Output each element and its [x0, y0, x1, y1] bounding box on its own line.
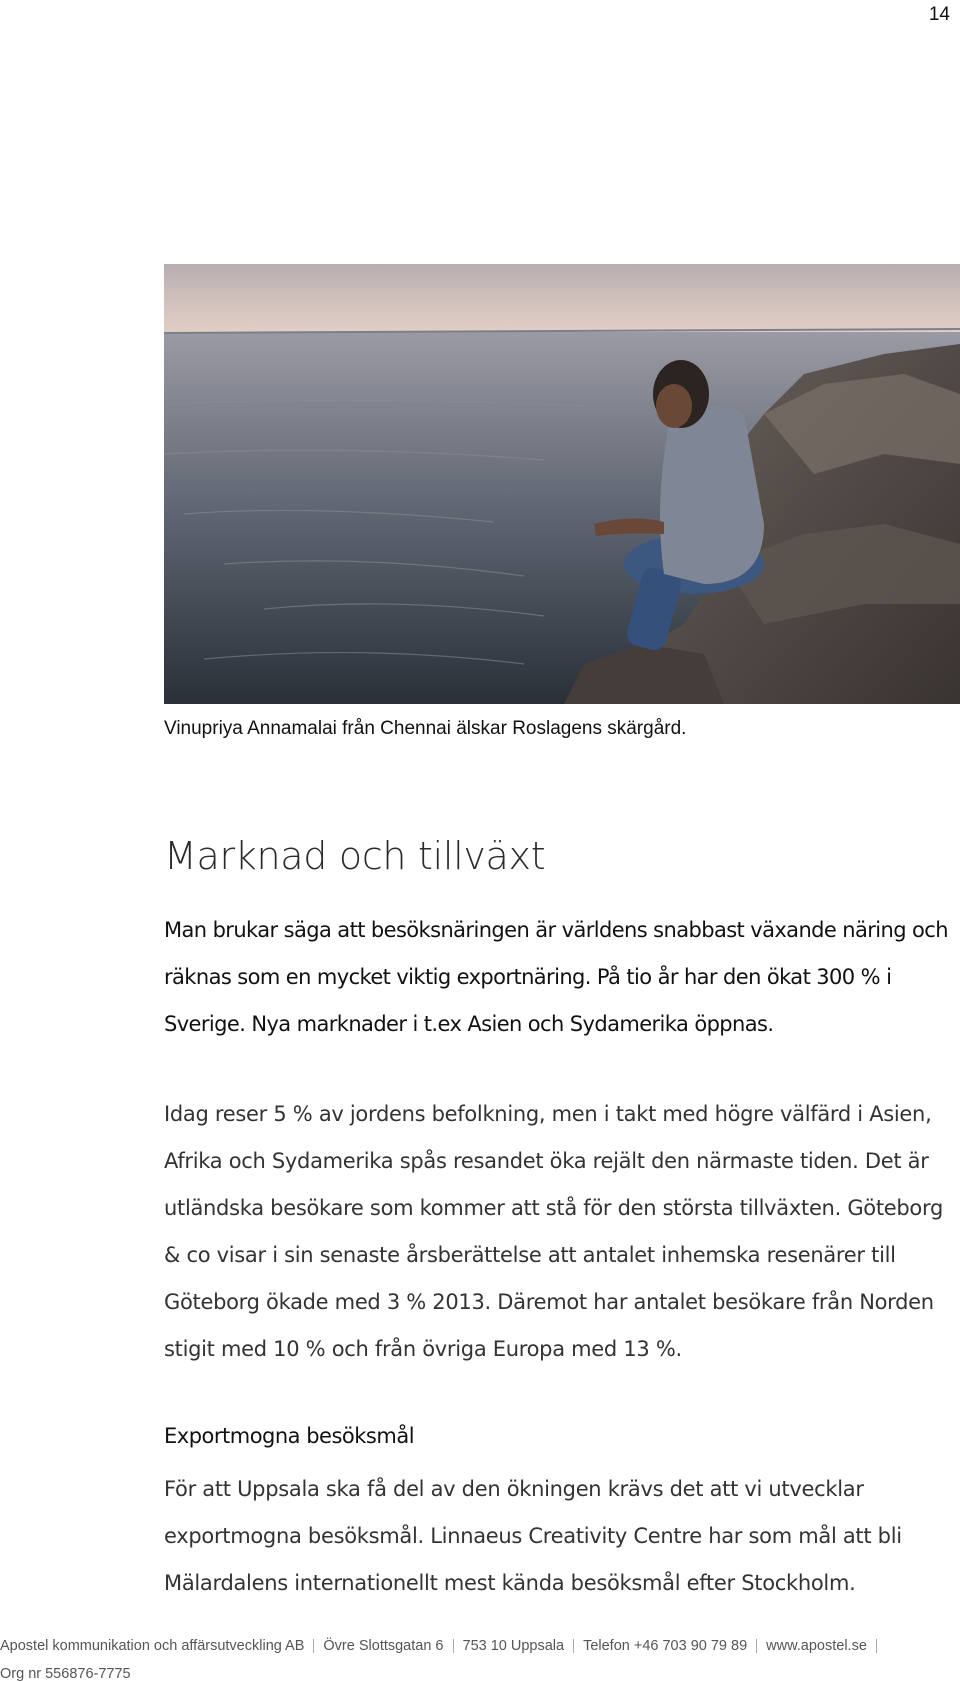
- footer-city: 753 10 Uppsala: [462, 1638, 565, 1654]
- body-paragraph-1: Idag reser 5 % av jordens befolkning, men i takt med högre välfärd i Asien, Afrika och Sydamerika spås resandet öka rejält den närmaste tiden. Det är utländska besökare som kommer att stå för den största tillväxten. Göteborg & co visar i sin senaste årsberättelse att antalet inhemska resenärer till Göteborg ökade med 3 % 2013. Däremot har antalet besökare från Norden stigit med 10 % och från övriga Europa med 13 %.: [164, 1102, 943, 1361]
- footer-phone: Telefon +46 703 90 79 89: [583, 1638, 748, 1654]
- subheading: Exportmogna besöksmål: [164, 1424, 415, 1448]
- lead-paragraph: Man brukar säga att besöksnäringen är världens snabbast växande näring och räknas som en mycket viktig exportnäring. På tio år har den ökat 300 % i Sverige. Nya marknader i t.ex Asien och Sydamerika öppnas.: [164, 918, 948, 1036]
- footer-company: Apostel kommunikation och affärsutveckling AB: [0, 1638, 305, 1654]
- footer-website-link[interactable]: www.apostel.se: [766, 1638, 867, 1654]
- photo-illustration: [164, 264, 960, 704]
- body-paragraph-2: För att Uppsala ska få del av den ökningen krävs det att vi utvecklar exportmogna besöksmål. Linnaeus Creativity Centre har som mål att bli Mälardalens internationellt mest kända besöksmål efter Stockholm.: [164, 1477, 902, 1595]
- footer-separator: [313, 1639, 314, 1653]
- page-number: 14: [928, 4, 950, 25]
- footer-separator: [756, 1639, 757, 1653]
- footer-separator: [453, 1639, 454, 1653]
- footer-org-number: Org nr 556876-7775: [0, 1666, 131, 1682]
- footer-separator: [876, 1639, 877, 1653]
- photo-caption: Vinupriya Annamalai från Chennai älskar Roslagens skärgård.: [164, 718, 687, 739]
- footer-street: Övre Slottsgatan 6: [323, 1638, 444, 1654]
- footer-address-row: [0, 1638, 960, 1654]
- footer-separator: [573, 1639, 574, 1653]
- photo-woman-by-sea: [164, 264, 960, 704]
- section-heading: Marknad och tillväxt: [164, 834, 546, 878]
- page-footer: [0, 1638, 960, 1682]
